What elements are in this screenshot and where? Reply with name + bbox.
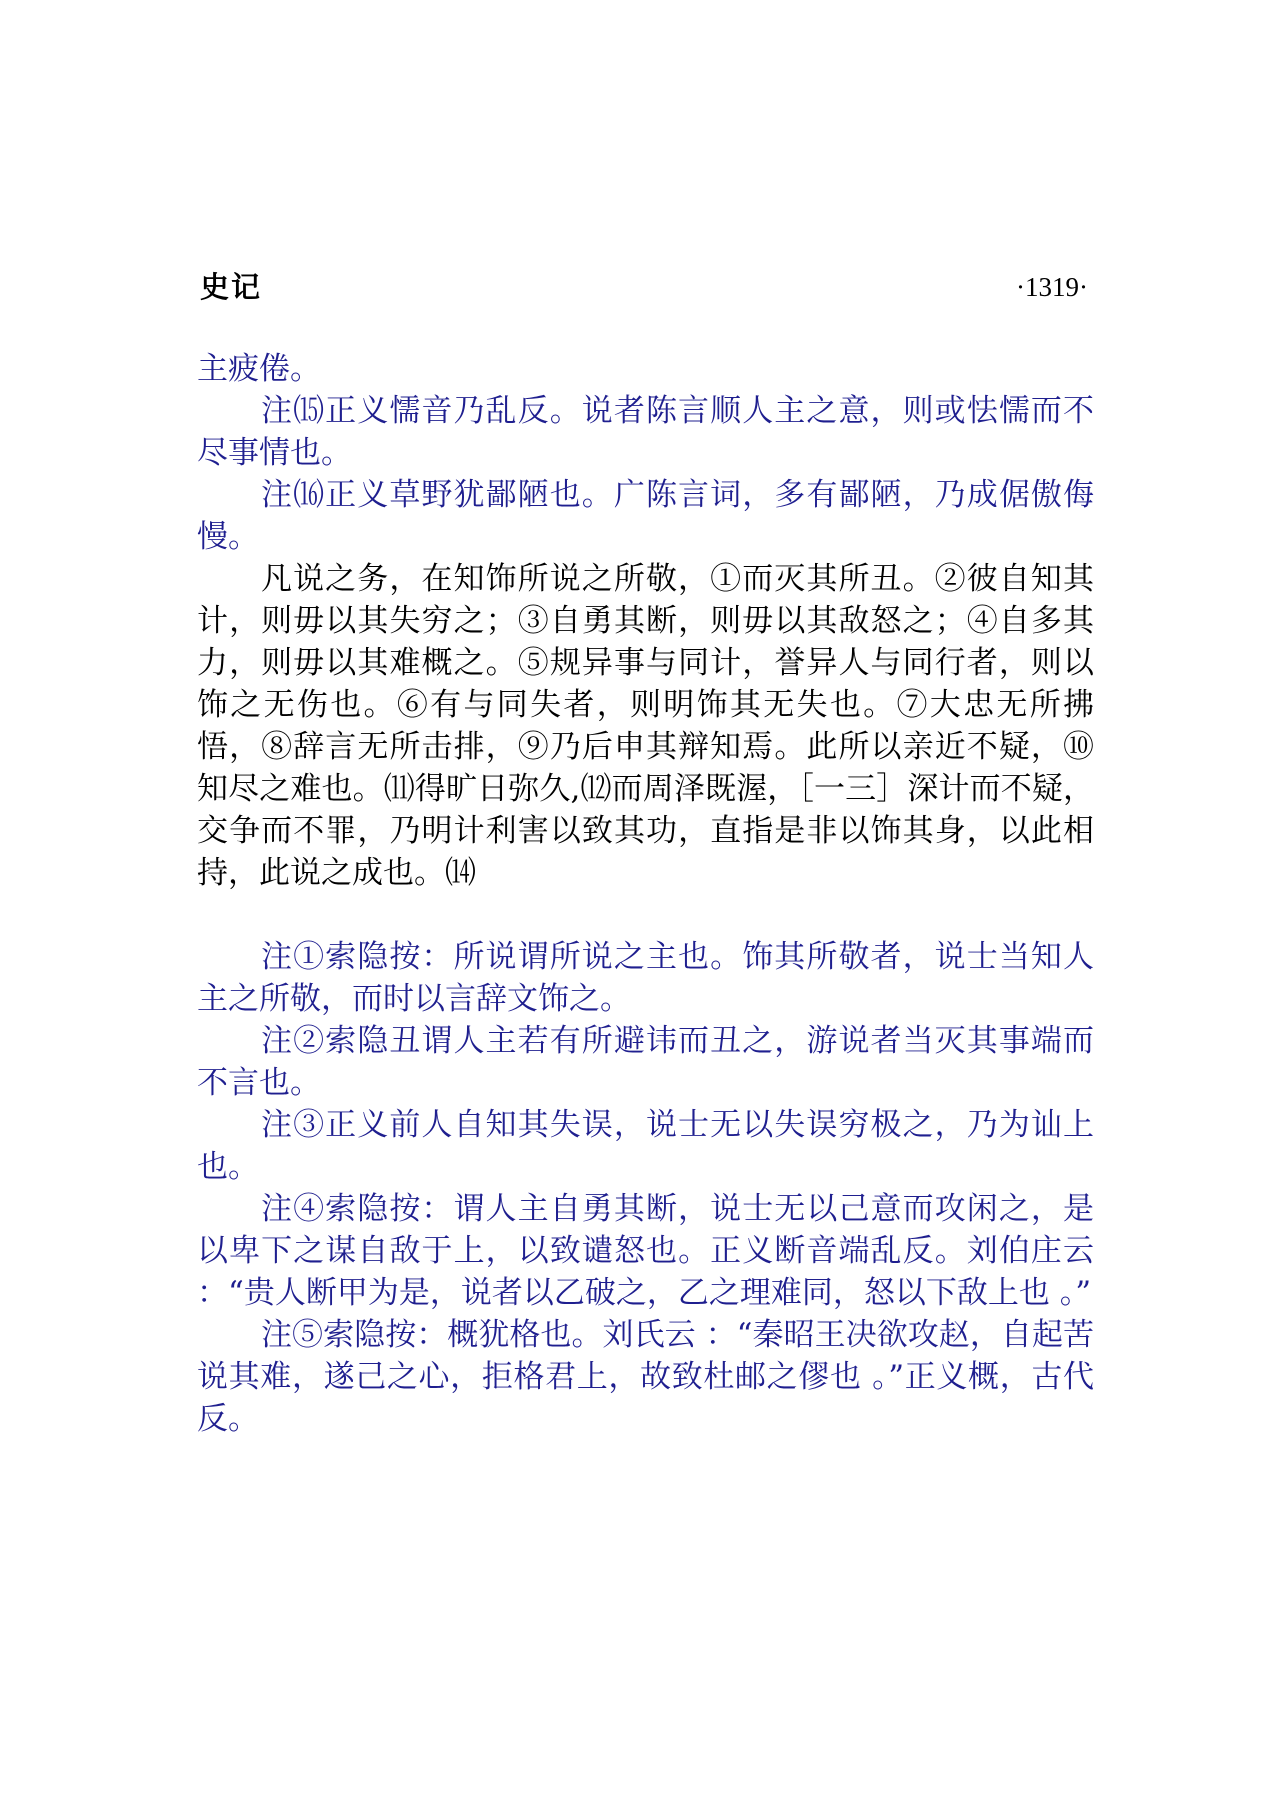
note-5: 注⑤索隐按：概犹格也。刘氏云 ：“秦昭王决欲攻赵，自起苦说其难，遂己之心，拒格君上，故致杜邮之僇也 。”正义概，古代反。 <box>197 1317 1094 1437</box>
note-1: 注①索隐按：所说谓所说之主也。饰其所敬者，说士当知人主之所敬，而时以言辞文饰之。 <box>197 939 1094 1017</box>
note-16: 注⒃正义草野犹鄙陋也。广陈言词，多有鄙陋，乃成倨傲侮慢。 <box>197 477 1094 555</box>
note-4: 注④索隐按：谓人主自勇其断，说士无以己意而攻闲之，是以卑下之谋自敌于上，以致谴怒也。正义断音端乱反。刘伯庄云 ：“贵人断甲为是，说者以乙破之，乙之理难同，怒以下敌上也 。” <box>197 1191 1094 1311</box>
book-title: 史记 <box>200 270 263 304</box>
text-body <box>197 348 1094 1440</box>
paragraph-spacer <box>197 894 1094 936</box>
main-text-paragraph: 凡说之务，在知饰所说之所敬，①而灭其所丑。②彼自知其计，则毋以其失穷之；③自勇其断，则毋以其敌怒之；④自多其力，则毋以其难概之。⑤规异事与同计，誉异人与同行者，则以饰之无伤也。⑥有与同失者，则明饰其无失也。⑦大忠无所拂悟，⑧辞言无所击排，⑨乃后申其辩知焉。此所以亲近不疑，⑩知尽之难也。⑾得旷日弥久,⑿而周泽既渥，［一三］深计而不疑，交争而不罪，乃明计利害以致其功，直指是非以饰其身，以此相持，此说之成也。⒁ <box>197 561 1094 891</box>
page-number: ·1319· <box>1016 272 1088 302</box>
note-continuation: 主疲倦。 <box>197 351 321 387</box>
note-2: 注②索隐丑谓人主若有所避讳而丑之，游说者当灭其事端而不言也。 <box>197 1023 1094 1101</box>
note-3: 注③正义前人自知其失误，说士无以失误穷极之，乃为讪上也。 <box>197 1107 1094 1185</box>
note-15: 注⒂正义懦音乃乱反。说者陈言顺人主之意，则或怯懦而不尽事情也。 <box>197 393 1094 471</box>
page-header <box>200 265 1088 309</box>
